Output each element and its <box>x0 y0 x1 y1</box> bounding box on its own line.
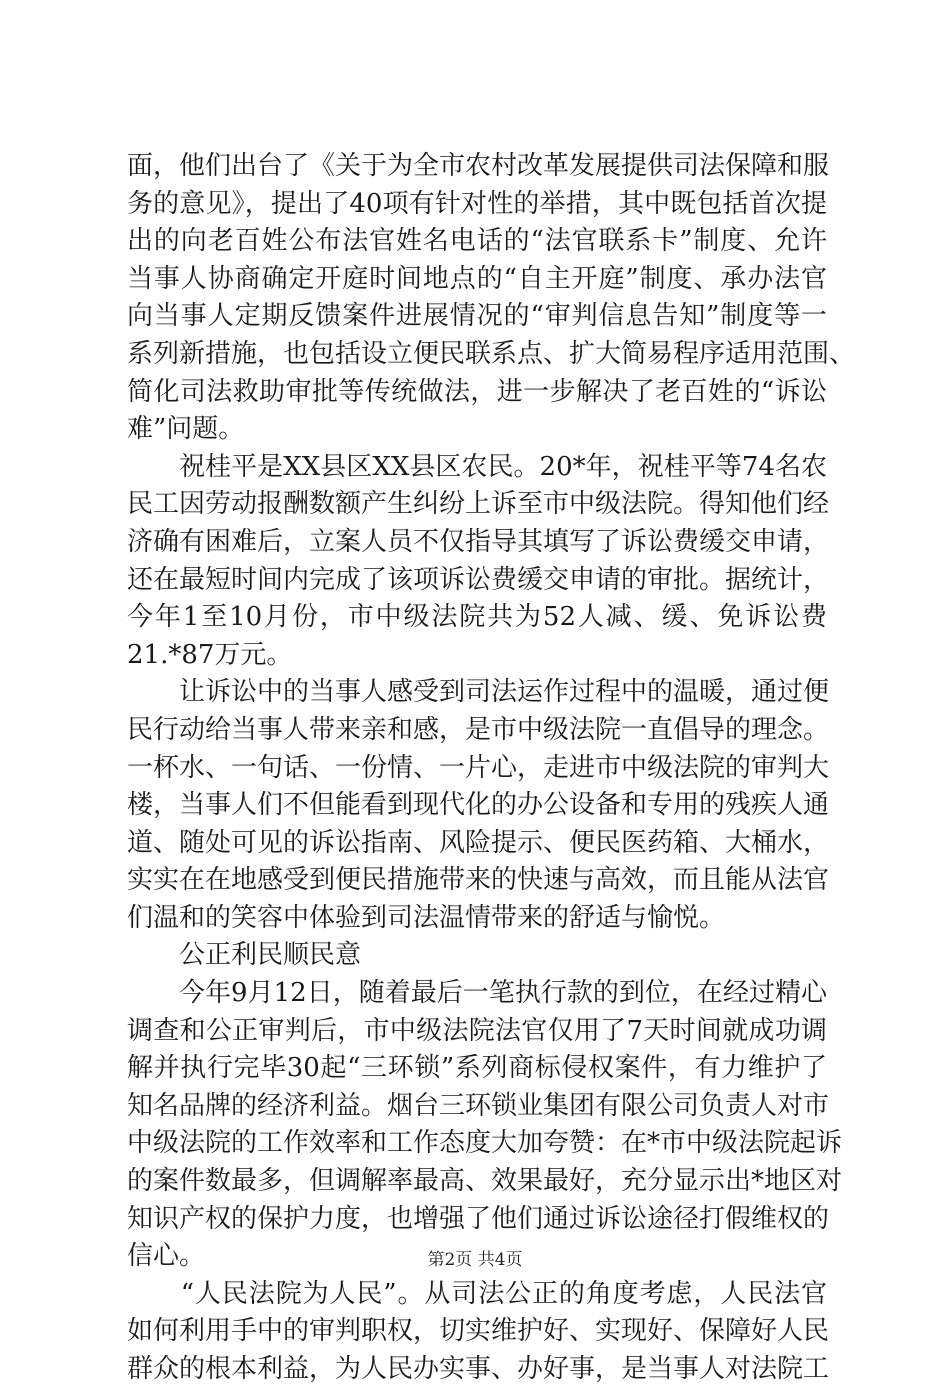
page-number-label: 第2页 共4页 <box>427 1250 523 1270</box>
text-line: 今年1至10月份，市中级法院共为52人减、缓、免诉讼费 <box>127 602 827 633</box>
text-line: 民工因劳动报酬数额产生纠纷上诉至市中级法院。得知他们经 <box>127 489 830 520</box>
text-line: 系列新措施，也包括设立便民联系点、扩大简易程序适用范围、 <box>127 338 856 369</box>
text-line: 知名品牌的经济利益。烟台三环锁业集团有限公司负责人对市 <box>127 1090 830 1121</box>
text-line: 向当事人定期反馈案件进展情况的“审判信息告知”制度等一 <box>127 301 827 332</box>
text-line: 务的意见》，提出了40项有针对性的举措，其中既包括首次提 <box>127 188 827 219</box>
text-line: 难”问题。 <box>127 414 245 445</box>
text-line: 如何利用手中的审判职权，切实维护好、实现好、保障好人民 <box>127 1316 830 1347</box>
text-line: 调查和公正审判后，市中级法院法官仅用了7天时间就成功调 <box>127 1015 827 1046</box>
text-line: “人民法院为人民”。从司法公正的角度考虑，人民法官 <box>127 1278 827 1309</box>
text-line: 们温和的笑容中体验到司法温情带来的舒适与愉悦。 <box>127 902 726 933</box>
text-line: 的案件数最多，但调解率最高、效果最好，充分显示出*地区对 <box>127 1166 843 1197</box>
text-line: 楼，当事人们不但能看到现代化的办公设备和专用的残疾人通 <box>127 790 830 821</box>
text-line: 信心。 <box>127 1241 206 1272</box>
page-footer <box>0 1245 950 1270</box>
text-line: 民行动给当事人带来亲和感，是市中级法院一直倡导的理念。 <box>127 714 830 745</box>
text-line: 知识产权的保护力度，也增强了他们通过诉讼途径打假维权的 <box>127 1203 830 1234</box>
text-line: 道、随处可见的诉讼指南、风险提示、便民医药箱、大桶水， <box>127 827 830 858</box>
document-body <box>127 148 856 1389</box>
text-line: 济确有困难后，立案人员不仅指导其填写了诉讼费缓交申请， <box>127 526 830 557</box>
text-line: 祝桂平是XX县区XX县区农民。20*年，祝桂平等74名农 <box>127 451 827 482</box>
text-line: 还在最短时间内完成了该项诉讼费缓交申请的审批。据统计， <box>127 564 830 595</box>
text-line: 一杯水、一句话、一份情、一片心，走进市中级法院的审判大 <box>127 752 830 783</box>
text-line: 21.*87万元。 <box>127 639 293 670</box>
text-line: 出的向老百姓公布法官姓名电话的“法官联系卡”制度、允许 <box>127 226 827 257</box>
text-line: 让诉讼中的当事人感受到司法运作过程中的温暖，通过便 <box>127 677 830 708</box>
text-line: 简化司法救助审批等传统做法，进一步解决了老百姓的“诉讼 <box>127 376 827 407</box>
text-line: 实实在在地感受到便民措施带来的快速与高效，而且能从法官 <box>127 865 830 896</box>
text-line: 当事人协商确定开庭时间地点的“自主开庭”制度、承办法官 <box>127 263 827 294</box>
text-line: 中级法院的工作效率和工作态度大加夸赞：在*市中级法院起诉 <box>127 1128 843 1159</box>
section-heading: 公正利民顺民意 <box>127 940 362 971</box>
text-line: 今年9月12日，随着最后一笔执行款的到位，在经过精心 <box>127 978 827 1009</box>
text-line: 群众的根本利益，为人民办实事、办好事，是当事人对法院工 <box>127 1354 830 1384</box>
text-line: 面，他们出台了《关于为全市农村改革发展提供司法保障和服 <box>127 151 830 181</box>
text-line: 解并执行完毕30起“三环锁”系列商标侵权案件，有力维护了 <box>127 1053 827 1084</box>
